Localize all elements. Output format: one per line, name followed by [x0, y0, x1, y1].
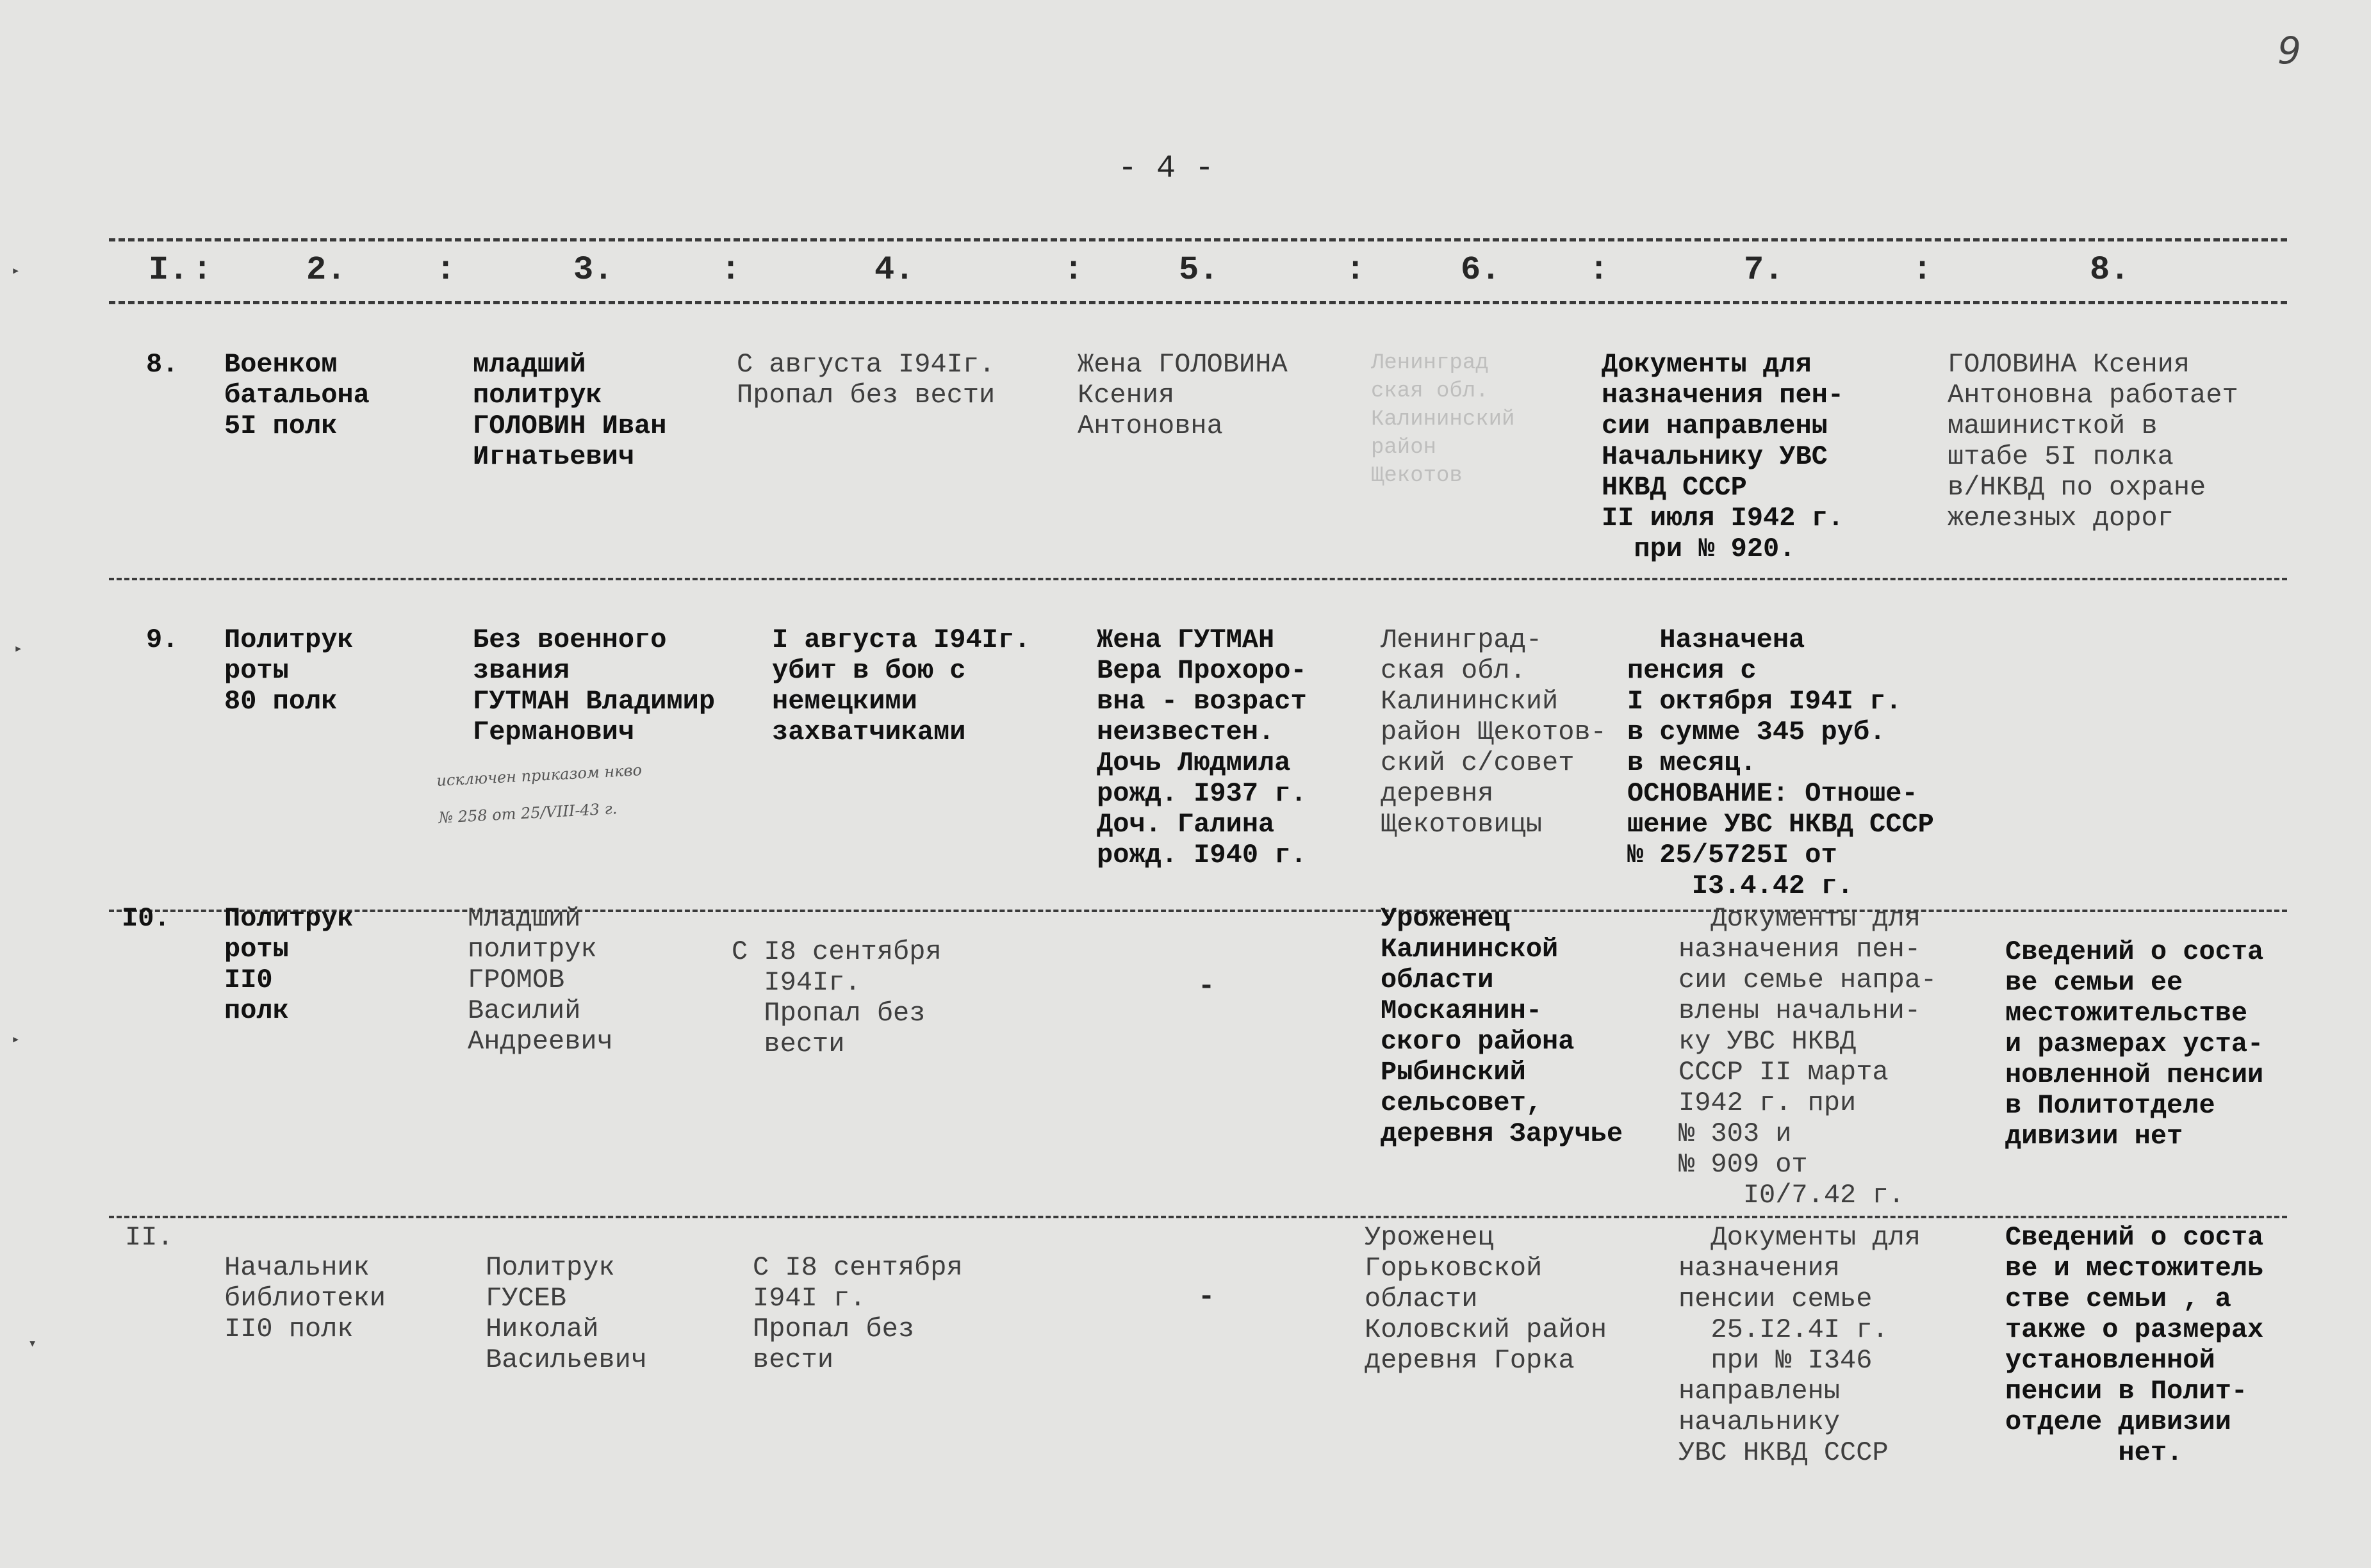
column-separator: : — [436, 251, 456, 289]
row-number: II. — [125, 1222, 174, 1253]
column-separator: : — [1589, 251, 1609, 289]
binding-mark: ▸ — [14, 641, 23, 657]
cell-rank-name: младший политрук ГОЛОВИН Иван Игнатьевич — [473, 349, 667, 472]
cell-date-fate: С I8 сентября I94Iг. Пропал без вести — [732, 936, 942, 1059]
cell-documents: Назначена пенсия с I октября I94I г. в сумме 345 руб. в месяц. ОСНОВАНИЕ: Отноше- шение УВС НКВД СССР № 25/5725I от I3.4.42 г. — [1627, 625, 1934, 901]
cell-position: Политрук роты 80 полк — [224, 625, 354, 717]
cell-position: Политрук роты II0 полк — [224, 903, 354, 1026]
column-header-2: 2. — [306, 251, 347, 289]
cell-notes: Сведений о соста ве семьи ее местожительстве и размерах уста- новленной пенсии в Политотделе дивизии нет — [2005, 936, 2264, 1152]
archive-sheet-number: 9 — [2277, 29, 2301, 72]
cell-notes: Сведений о соста ве и местожитель стве семьи , а также о размерах установленной пенсии в Полит- отделе дивизии нет. — [2005, 1222, 2264, 1468]
row-number: 9. — [146, 625, 179, 655]
table-top-rule — [109, 238, 2287, 241]
column-separator: : — [721, 251, 741, 289]
header-bottom-rule — [109, 301, 2287, 304]
column-header-6: 6. — [1461, 251, 1501, 289]
column-header-4: 4. — [874, 251, 915, 289]
cell-position: Начальник библиотеки II0 полк — [224, 1252, 386, 1344]
cell-family: Жена ГОЛОВИНА Ксения Антоновна — [1078, 349, 1288, 441]
cell-documents: Документы для назначения пенсии семье 25.I2.4I г. при № I346 направлены начальнику УВС НКВД СССР — [1678, 1222, 1921, 1468]
cell-address: Уроженец Калининской области Москаянин- ского района Рыбинский сельсовет, деревня Заручье — [1381, 903, 1623, 1149]
cell-family-empty: - — [1198, 970, 1215, 1002]
binding-mark: ▾ — [28, 1336, 37, 1352]
cell-date-fate: С августа I94Iг. Пропал без вести — [737, 349, 996, 411]
cell-address: Ленинград- ская обл. Калининский район Щекотов- ский с/совет деревня Щекотовицы — [1381, 625, 1607, 840]
column-separator: : — [1345, 251, 1366, 289]
cell-documents: Документы для назначения пен- сии направлены Начальнику УВС НКВД СССР II июля I942 г. при № 920. — [1602, 349, 1844, 564]
column-header-1: I. — [149, 251, 189, 289]
row-number: 8. — [146, 349, 179, 380]
binding-mark: ▸ — [12, 1032, 21, 1048]
handwritten-exclusion-note: исключен приказом нкво № 258 от 25/VIII-43 г. — [436, 761, 643, 827]
cell-date-fate: С I8 сентября I94I г. Пропал без вести — [753, 1252, 963, 1375]
column-separator: : — [192, 251, 213, 289]
column-separator: : — [1063, 251, 1084, 289]
cell-date-fate: I августа I94Iг. убит в бою с немецкими захватчиками — [772, 625, 1031, 747]
cell-position: Военком батальона 5I полк — [224, 349, 370, 441]
row-divider — [109, 1216, 2287, 1218]
cell-notes: ГОЛОВИНА Ксения Антоновна работает машинисткой в штабе 5I полка в/НКВД по охране железных дорог — [1948, 349, 2238, 534]
cell-family: Жена ГУТМАН Вера Прохоро- вна - возраст неизвестен. Дочь Людмила рожд. I937 г. Доч. Галина рожд. I940 г. — [1097, 625, 1307, 870]
cell-address-faint: Ленинград ская обл. Калининский район Щекотов — [1371, 351, 1515, 488]
column-header-3: 3. — [573, 251, 614, 289]
row-divider — [109, 910, 2287, 912]
cell-rank-name: Политрук ГУСЕВ Николай Васильевич — [486, 1252, 648, 1375]
row-divider — [109, 578, 2287, 580]
column-header-7: 7. — [1744, 251, 1784, 289]
cell-family-empty: - — [1198, 1281, 1215, 1313]
cell-address: Уроженец Горьковской области Коловский район деревня Горка — [1365, 1222, 1607, 1376]
cell-documents: Документы для назначения пен- сии семье напра- влены начальни- ку УВС НКВД СССР II марта I942 г. при № 303 и № 909 от I0/7.42 г. — [1678, 903, 1937, 1211]
column-separator: : — [1912, 251, 1933, 289]
column-header-8: 8. — [2090, 251, 2130, 289]
row-number: I0. — [122, 903, 170, 934]
column-header-5: 5. — [1179, 251, 1219, 289]
cell-rank-name: Младший политрук ГРОМОВ Василий Андреевич — [468, 903, 613, 1057]
binding-mark: ▸ — [12, 263, 21, 279]
cell-rank-name: Без военного звания ГУТМАН Владимир Германович — [473, 625, 716, 747]
page-number: - 4 - — [1118, 151, 1215, 187]
